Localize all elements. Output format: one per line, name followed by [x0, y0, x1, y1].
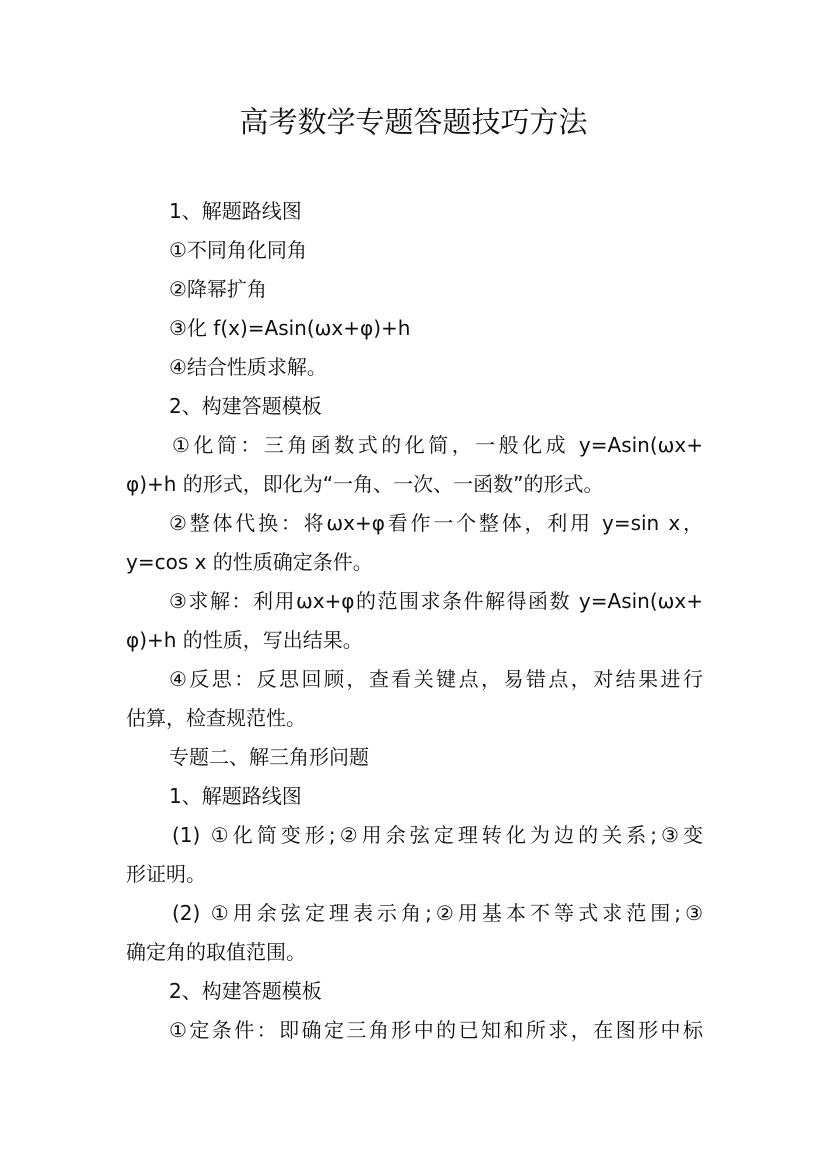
text-line: ①化简：三角函数式的化简，一般化成 y=Asin(ωx+	[172, 433, 703, 457]
text-line: 确定角的取值范围。	[126, 940, 306, 964]
text-line: ②整体代换：将ωx+φ看作一个整体，利用 y=sin x，	[169, 511, 703, 535]
document-title: 高考数学专题答题技巧方法	[239, 105, 588, 139]
text-line: 1、解题路线图	[169, 199, 302, 223]
document-body	[126, 192, 703, 1050]
text-line: (1) ①化简变形;②用余弦定理转化为边的关系;③变	[172, 823, 703, 847]
text-line: ②降幂扩角	[169, 277, 267, 301]
text-line: 形证明。	[126, 862, 206, 886]
text-line: 2、构建答题模板	[169, 394, 322, 418]
text-line: ①定条件：即确定三角形中的已知和所求，在图形中标	[169, 1018, 703, 1042]
text-line: ①不同角化同角	[169, 238, 307, 262]
text-line: y=cos x 的性质确定条件。	[126, 550, 373, 574]
text-line: ④反思：反思回顾，查看关键点，易错点，对结果进行	[169, 667, 703, 691]
text-line: ③求解：利用ωx+φ的范围求条件解得函数 y=Asin(ωx+	[169, 589, 703, 613]
text-line: ④结合性质求解。	[169, 355, 327, 379]
text-line: 估算，检查规范性。	[126, 706, 306, 730]
text-line: 1、解题路线图	[169, 784, 302, 808]
text-line: (2) ①用余弦定理表示角;②用基本不等式求范围;③	[172, 901, 703, 925]
text-line: 2、构建答题模板	[169, 979, 322, 1003]
text-line: φ)+h 的形式，即化为“一角、一次、一函数”的形式。	[126, 472, 604, 496]
text-line: 专题二、解三角形问题	[169, 745, 369, 769]
text-line: ③化 f(x)=Asin(ωx+φ)+h	[169, 316, 411, 340]
text-line: φ)+h 的性质，写出结果。	[126, 628, 363, 652]
